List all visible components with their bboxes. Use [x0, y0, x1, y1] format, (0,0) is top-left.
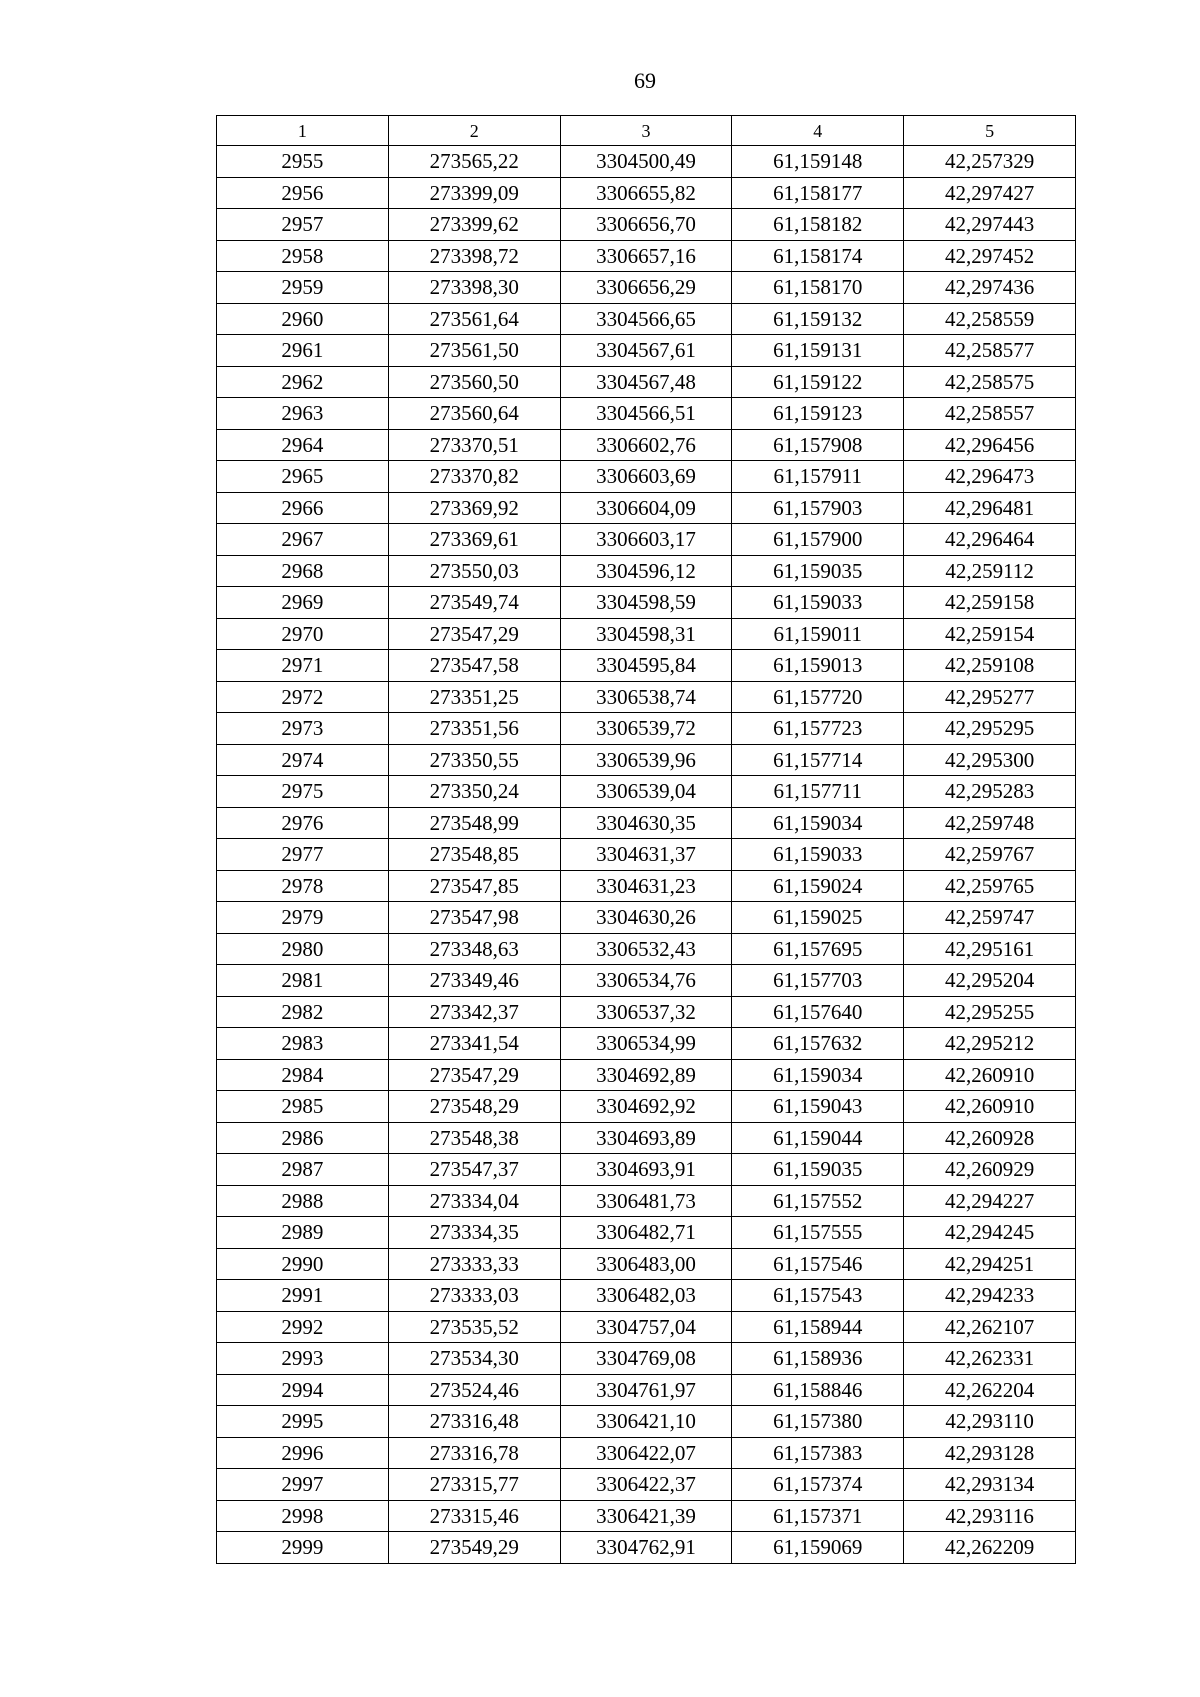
table-cell: 3304567,61 [560, 335, 732, 367]
table-cell: 61,157546 [732, 1248, 904, 1280]
table-cell: 2956 [217, 177, 389, 209]
table-cell: 61,157371 [732, 1500, 904, 1532]
table-cell: 2995 [217, 1406, 389, 1438]
table-cell: 2987 [217, 1154, 389, 1186]
table-cell: 2968 [217, 555, 389, 587]
table-cell: 42,295300 [904, 744, 1076, 776]
table-cell: 3306657,16 [560, 240, 732, 272]
table-cell: 61,157640 [732, 996, 904, 1028]
table-cell: 2990 [217, 1248, 389, 1280]
table-cell: 3306604,09 [560, 492, 732, 524]
table-cell: 273535,52 [388, 1311, 560, 1343]
table-cell: 273547,58 [388, 650, 560, 682]
table-cell: 2957 [217, 209, 389, 241]
table-cell: 273342,37 [388, 996, 560, 1028]
table-cell: 273399,09 [388, 177, 560, 209]
table-cell: 3304596,12 [560, 555, 732, 587]
table-cell: 3306481,73 [560, 1185, 732, 1217]
table-cell: 42,293110 [904, 1406, 1076, 1438]
table-row [217, 807, 1076, 839]
table-cell: 61,157383 [732, 1437, 904, 1469]
table-cell: 42,257329 [904, 146, 1076, 178]
table-header-row [217, 116, 1076, 146]
table-row [217, 1185, 1076, 1217]
table-cell: 2961 [217, 335, 389, 367]
table-cell: 273560,50 [388, 366, 560, 398]
table-cell: 42,260910 [904, 1059, 1076, 1091]
table-row [217, 776, 1076, 808]
table-cell: 3306539,04 [560, 776, 732, 808]
table-cell: 3306655,82 [560, 177, 732, 209]
table-cell: 61,159033 [732, 587, 904, 619]
table-cell: 2985 [217, 1091, 389, 1123]
table-row [217, 650, 1076, 682]
table-cell: 273348,63 [388, 933, 560, 965]
table-cell: 42,258557 [904, 398, 1076, 430]
table-cell: 61,157695 [732, 933, 904, 965]
table-cell: 61,157703 [732, 965, 904, 997]
table-cell: 2955 [217, 146, 389, 178]
table-cell: 273351,25 [388, 681, 560, 713]
table-cell: 2978 [217, 870, 389, 902]
table-cell: 273315,77 [388, 1469, 560, 1501]
table-cell: 3304769,08 [560, 1343, 732, 1375]
table-row [217, 1374, 1076, 1406]
table-cell: 273548,99 [388, 807, 560, 839]
table-cell: 61,159025 [732, 902, 904, 934]
table-cell: 42,294245 [904, 1217, 1076, 1249]
table-cell: 61,159034 [732, 807, 904, 839]
table-cell: 42,262331 [904, 1343, 1076, 1375]
table-cell: 273333,03 [388, 1280, 560, 1312]
table-row [217, 398, 1076, 430]
table-cell: 42,297436 [904, 272, 1076, 304]
table-cell: 2974 [217, 744, 389, 776]
table-cell: 42,259158 [904, 587, 1076, 619]
table-cell: 2997 [217, 1469, 389, 1501]
table-cell: 273341,54 [388, 1028, 560, 1060]
table-cell: 61,157911 [732, 461, 904, 493]
table-cell: 3304631,37 [560, 839, 732, 871]
table-cell: 273548,29 [388, 1091, 560, 1123]
table-cell: 61,159034 [732, 1059, 904, 1091]
table-cell: 42,259108 [904, 650, 1076, 682]
table-cell: 273549,29 [388, 1532, 560, 1564]
table-cell: 61,157552 [732, 1185, 904, 1217]
table-cell: 3304762,91 [560, 1532, 732, 1564]
table-cell: 42,296464 [904, 524, 1076, 556]
table-cell: 2998 [217, 1500, 389, 1532]
table-row [217, 1343, 1076, 1375]
table-cell: 2971 [217, 650, 389, 682]
table-row [217, 744, 1076, 776]
table-cell: 3304761,97 [560, 1374, 732, 1406]
table-row [217, 996, 1076, 1028]
table-row [217, 1311, 1076, 1343]
table-cell: 273370,82 [388, 461, 560, 493]
table-cell: 3304567,48 [560, 366, 732, 398]
table-cell: 273315,46 [388, 1500, 560, 1532]
table-cell: 42,295283 [904, 776, 1076, 808]
table-cell: 2973 [217, 713, 389, 745]
table-cell: 273548,85 [388, 839, 560, 871]
table-row [217, 587, 1076, 619]
table-body [217, 146, 1076, 1564]
table-cell: 2967 [217, 524, 389, 556]
table-row [217, 965, 1076, 997]
table-cell: 61,159132 [732, 303, 904, 335]
table-cell: 42,297452 [904, 240, 1076, 272]
table-row [217, 303, 1076, 335]
table-cell: 2991 [217, 1280, 389, 1312]
table-cell: 3304595,84 [560, 650, 732, 682]
table-cell: 273547,37 [388, 1154, 560, 1186]
table-cell: 61,157555 [732, 1217, 904, 1249]
column-header: 2 [388, 116, 560, 146]
table-cell: 3304566,51 [560, 398, 732, 430]
table-cell: 273565,22 [388, 146, 560, 178]
table-row [217, 524, 1076, 556]
table-cell: 42,295161 [904, 933, 1076, 965]
table-cell: 273547,29 [388, 618, 560, 650]
table-cell: 3306422,37 [560, 1469, 732, 1501]
table-cell: 42,262107 [904, 1311, 1076, 1343]
table-row [217, 429, 1076, 461]
table-cell: 273560,64 [388, 398, 560, 430]
table-cell: 273561,50 [388, 335, 560, 367]
table-cell: 2958 [217, 240, 389, 272]
table-cell: 273370,51 [388, 429, 560, 461]
table-cell: 42,293134 [904, 1469, 1076, 1501]
table-row [217, 461, 1076, 493]
table-cell: 273334,04 [388, 1185, 560, 1217]
table-cell: 42,259767 [904, 839, 1076, 871]
table-cell: 42,295204 [904, 965, 1076, 997]
table-cell: 2965 [217, 461, 389, 493]
table-cell: 61,159148 [732, 146, 904, 178]
table-cell: 61,159123 [732, 398, 904, 430]
table-cell: 42,259748 [904, 807, 1076, 839]
table-cell: 42,258559 [904, 303, 1076, 335]
table-row [217, 1437, 1076, 1469]
table-cell: 61,159011 [732, 618, 904, 650]
column-header: 1 [217, 116, 389, 146]
table-cell: 42,295255 [904, 996, 1076, 1028]
column-header: 5 [904, 116, 1076, 146]
table-cell: 42,294251 [904, 1248, 1076, 1280]
table-cell: 273398,72 [388, 240, 560, 272]
table-cell: 61,157723 [732, 713, 904, 745]
table-cell: 2986 [217, 1122, 389, 1154]
table-cell: 273398,30 [388, 272, 560, 304]
table-cell: 273351,56 [388, 713, 560, 745]
table-cell: 61,158174 [732, 240, 904, 272]
table-cell: 61,157720 [732, 681, 904, 713]
table-cell: 273547,29 [388, 1059, 560, 1091]
table-cell: 2959 [217, 272, 389, 304]
table-row [217, 272, 1076, 304]
table-cell: 2989 [217, 1217, 389, 1249]
table-cell: 61,159035 [732, 555, 904, 587]
table-cell: 61,159122 [732, 366, 904, 398]
table-cell: 3304692,89 [560, 1059, 732, 1091]
table-row [217, 555, 1076, 587]
table-cell: 3306539,72 [560, 713, 732, 745]
coordinates-table [216, 115, 1076, 1564]
table-cell: 2979 [217, 902, 389, 934]
table-row [217, 902, 1076, 934]
table-cell: 3304566,65 [560, 303, 732, 335]
table-cell: 61,157714 [732, 744, 904, 776]
table-cell: 42,260928 [904, 1122, 1076, 1154]
table-row [217, 1280, 1076, 1312]
table-cell: 3304598,31 [560, 618, 732, 650]
table-cell: 61,157900 [732, 524, 904, 556]
table-cell: 42,259154 [904, 618, 1076, 650]
table-cell: 3304693,89 [560, 1122, 732, 1154]
table-cell: 42,262204 [904, 1374, 1076, 1406]
table-cell: 42,293116 [904, 1500, 1076, 1532]
table-cell: 61,159043 [732, 1091, 904, 1123]
table-cell: 3304693,91 [560, 1154, 732, 1186]
table-cell: 42,258577 [904, 335, 1076, 367]
table-cell: 61,159044 [732, 1122, 904, 1154]
table-cell: 273350,24 [388, 776, 560, 808]
table-cell: 3306538,74 [560, 681, 732, 713]
table-cell: 42,259112 [904, 555, 1076, 587]
table-cell: 42,259747 [904, 902, 1076, 934]
table-cell: 61,158177 [732, 177, 904, 209]
table-cell: 61,159069 [732, 1532, 904, 1564]
table-cell: 2963 [217, 398, 389, 430]
table-row [217, 492, 1076, 524]
table-cell: 2977 [217, 839, 389, 871]
table-cell: 61,157903 [732, 492, 904, 524]
table-cell: 3304692,92 [560, 1091, 732, 1123]
table-cell: 42,295277 [904, 681, 1076, 713]
table-cell: 3304757,04 [560, 1311, 732, 1343]
table-row [217, 1532, 1076, 1564]
table-cell: 2999 [217, 1532, 389, 1564]
table-cell: 273333,33 [388, 1248, 560, 1280]
table-row [217, 240, 1076, 272]
table-cell: 3306532,43 [560, 933, 732, 965]
table-cell: 61,158182 [732, 209, 904, 241]
table-cell: 273316,48 [388, 1406, 560, 1438]
table-cell: 2984 [217, 1059, 389, 1091]
table-cell: 42,258575 [904, 366, 1076, 398]
table-cell: 42,259765 [904, 870, 1076, 902]
column-header: 3 [560, 116, 732, 146]
table-cell: 42,297443 [904, 209, 1076, 241]
table-cell: 61,158846 [732, 1374, 904, 1406]
table-cell: 61,158936 [732, 1343, 904, 1375]
table-cell: 2992 [217, 1311, 389, 1343]
table-cell: 42,260929 [904, 1154, 1076, 1186]
table-cell: 273547,98 [388, 902, 560, 934]
table-cell: 61,159131 [732, 335, 904, 367]
table-row [217, 1059, 1076, 1091]
table-cell: 42,296481 [904, 492, 1076, 524]
table-cell: 2993 [217, 1343, 389, 1375]
table-cell: 61,159033 [732, 839, 904, 871]
table-row [217, 146, 1076, 178]
table-cell: 3306421,10 [560, 1406, 732, 1438]
table-cell: 273561,64 [388, 303, 560, 335]
table-cell: 61,158944 [732, 1311, 904, 1343]
table-cell: 3306482,03 [560, 1280, 732, 1312]
table-cell: 2969 [217, 587, 389, 619]
table-cell: 42,295212 [904, 1028, 1076, 1060]
table-cell: 61,159035 [732, 1154, 904, 1186]
table-row [217, 335, 1076, 367]
table-cell: 3306539,96 [560, 744, 732, 776]
table-cell: 61,159024 [732, 870, 904, 902]
table-row [217, 713, 1076, 745]
table-cell: 42,294233 [904, 1280, 1076, 1312]
table-cell: 2981 [217, 965, 389, 997]
table-cell: 61,157380 [732, 1406, 904, 1438]
table-cell: 273369,92 [388, 492, 560, 524]
table-cell: 2972 [217, 681, 389, 713]
table-cell: 273350,55 [388, 744, 560, 776]
table-cell: 273369,61 [388, 524, 560, 556]
column-header: 4 [732, 116, 904, 146]
table-cell: 61,159013 [732, 650, 904, 682]
table-cell: 61,157632 [732, 1028, 904, 1060]
table-cell: 2962 [217, 366, 389, 398]
table-cell: 42,262209 [904, 1532, 1076, 1564]
table-cell: 3306534,99 [560, 1028, 732, 1060]
table-cell: 2976 [217, 807, 389, 839]
table-cell: 2988 [217, 1185, 389, 1217]
table-cell: 61,157908 [732, 429, 904, 461]
table-row [217, 1122, 1076, 1154]
table-cell: 3306603,17 [560, 524, 732, 556]
table-cell: 42,294227 [904, 1185, 1076, 1217]
table-cell: 273399,62 [388, 209, 560, 241]
table-row [217, 1091, 1076, 1123]
table-cell: 2960 [217, 303, 389, 335]
table-row [217, 1248, 1076, 1280]
table-cell: 2983 [217, 1028, 389, 1060]
table-cell: 42,260910 [904, 1091, 1076, 1123]
table-cell: 61,158170 [732, 272, 904, 304]
table-cell: 2982 [217, 996, 389, 1028]
table-cell: 2994 [217, 1374, 389, 1406]
table-cell: 42,295295 [904, 713, 1076, 745]
table-cell: 273316,78 [388, 1437, 560, 1469]
table-cell: 273334,35 [388, 1217, 560, 1249]
table-row [217, 209, 1076, 241]
table-row [217, 839, 1076, 871]
table-cell: 3306422,07 [560, 1437, 732, 1469]
table-cell: 3304598,59 [560, 587, 732, 619]
table-cell: 3306482,71 [560, 1217, 732, 1249]
table-cell: 273548,38 [388, 1122, 560, 1154]
table-cell: 3306421,39 [560, 1500, 732, 1532]
table-cell: 42,297427 [904, 177, 1076, 209]
table-cell: 3304631,23 [560, 870, 732, 902]
table-cell: 61,157711 [732, 776, 904, 808]
table-cell: 3304630,35 [560, 807, 732, 839]
table-cell: 2970 [217, 618, 389, 650]
table-cell: 2966 [217, 492, 389, 524]
table-cell: 61,157543 [732, 1280, 904, 1312]
table-cell: 3304630,26 [560, 902, 732, 934]
table-row [217, 177, 1076, 209]
table-cell: 3306534,76 [560, 965, 732, 997]
table-row [217, 1406, 1076, 1438]
page-number: 69 [634, 68, 656, 93]
table-cell: 42,293128 [904, 1437, 1076, 1469]
table-cell: 273550,03 [388, 555, 560, 587]
table-row [217, 1469, 1076, 1501]
table-cell: 2975 [217, 776, 389, 808]
table-cell: 3306603,69 [560, 461, 732, 493]
table-row [217, 1217, 1076, 1249]
table-cell: 3306656,70 [560, 209, 732, 241]
table-row [217, 1028, 1076, 1060]
table-cell: 273549,74 [388, 587, 560, 619]
table-row [217, 681, 1076, 713]
table-row [217, 1154, 1076, 1186]
table-cell: 42,296456 [904, 429, 1076, 461]
table-cell: 273349,46 [388, 965, 560, 997]
table-cell: 3306656,29 [560, 272, 732, 304]
table-cell: 3306602,76 [560, 429, 732, 461]
table-cell: 3306483,00 [560, 1248, 732, 1280]
table-cell: 42,296473 [904, 461, 1076, 493]
table-cell: 2964 [217, 429, 389, 461]
table-row [217, 1500, 1076, 1532]
table-cell: 3304500,49 [560, 146, 732, 178]
table-cell: 3306537,32 [560, 996, 732, 1028]
table-cell: 2996 [217, 1437, 389, 1469]
table-cell: 273534,30 [388, 1343, 560, 1375]
table-row [217, 366, 1076, 398]
table-cell: 273524,46 [388, 1374, 560, 1406]
table-row [217, 618, 1076, 650]
table-row [217, 933, 1076, 965]
table-row [217, 870, 1076, 902]
table-cell: 61,157374 [732, 1469, 904, 1501]
table-cell: 2980 [217, 933, 389, 965]
table-cell: 273547,85 [388, 870, 560, 902]
